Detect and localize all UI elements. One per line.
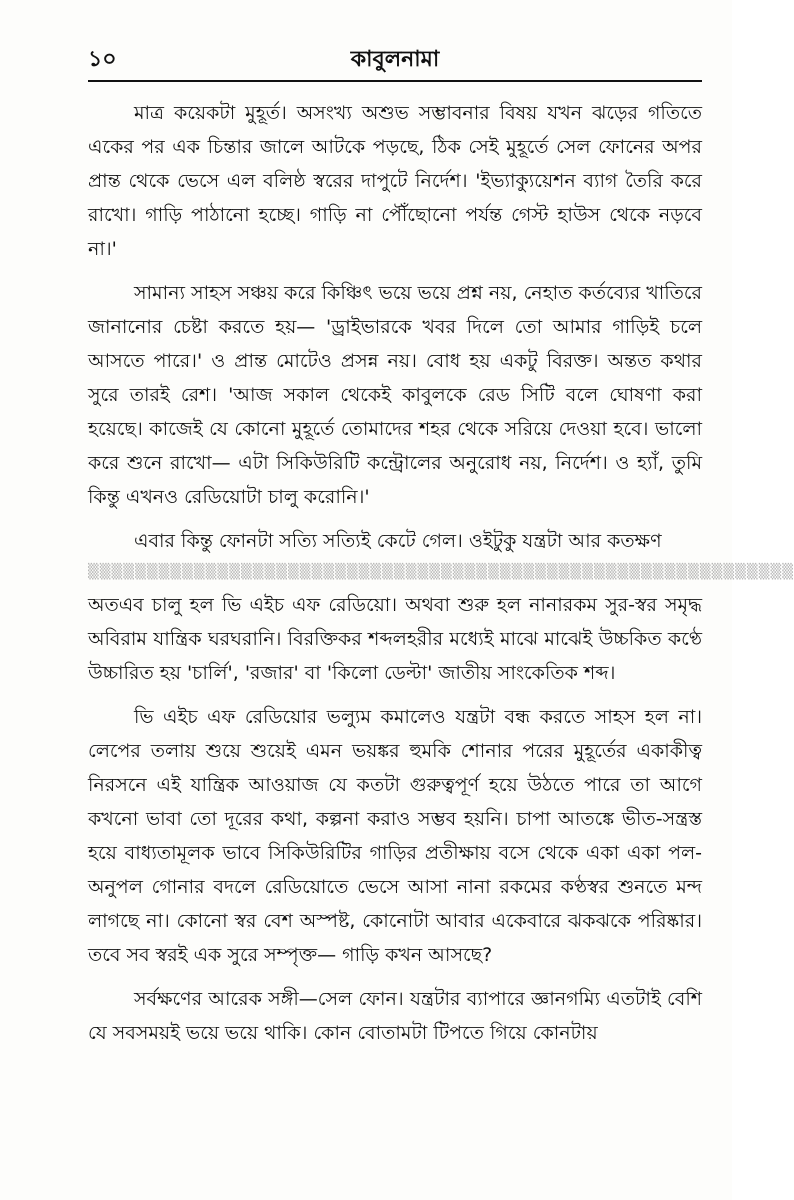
paragraph-1: মাত্র কয়েকটা মুহূর্ত। অসংখ্য অশুভ সম্ভাবনার বিষয় যখন ঝড়ের গতিতে একের পর এক চিন্তার জালে আটকে পড়ছে, ঠিক সেই মুহূর্তে সেল ফোনের অপর প্রান্ত থেকে ভেসে এল বলিষ্ঠ স্বরের দাপুটে নির্দেশ। 'ইভ্যাক্যুয়েশন ব্যাগ তৈরি করে রাখো। গাড়ি পাঠানো হচ্ছে। গাড়ি না পৌঁছোনো পর্যন্ত গেস্ট হাউস থেকে নড়বে না।' bbox=[88, 102, 702, 260]
paragraph-2: সামান্য সাহস সঞ্চয় করে কিঞ্চিৎ ভয়ে ভয়ে প্রশ্ন নয়, নেহাত কর্তব্যের খাতিরে জানানোর চেষ্টা করতে হয়— 'ড্রাইভারকে খবর দিলে তো আমার গাড়িই চলে আসতে পারে।' ও প্রান্ত মোটেও প্রসন্ন নয়। বোধ হয় একটু বিরক্ত। অন্তত কথার সুরে তারই রেশ। 'আজ সকাল থেকেই কাবুলকে রেড সিটি বলে ঘোষণা করা হয়েছে। কাজেই যে কোনো মুহূর্তে তোমাদের শহর থেকে সরিয়ে দেওয়া হবে। ভালো করে শুনে রাখো— এটা সিকিউরিটি কন্ট্রোলের অনুরোধ নয়, নির্দেশ। ও হ্যাঁ, তুমি কিন্তু এখনও রেডিয়োটা চালু করোনি।' bbox=[88, 282, 702, 508]
running-title: কাবুলনামা bbox=[350, 47, 440, 72]
page-number: ১০ bbox=[88, 47, 117, 72]
paragraph-4: অতএব চালু হল ভি এইচ এফ রেডিয়ো। অথবা শুরু হল নানারকম সুর-স্বর সমৃদ্ধ অবিরাম যান্ত্রিক ঘরঘরানি। বিরক্তিকর শব্দলহরীর মধ্যেই মাঝে মাঝেই উচ্চকিত কণ্ঠে উচ্চারিত হয় 'চার্লি', 'রজার' বা 'কিলো ডেল্টা' জাতীয় সাংকেতিক শব্দ। bbox=[88, 594, 702, 684]
paragraph-6: সর্বক্ষণের আরেক সঙ্গী—সেল ফোন। যন্ত্রটার ব্যাপারে জ্ঞানগম্যি এতটাই বেশি যে সবসময়ই ভয়ে ভয়ে থাকি। কোন বোতামটা টিপতে গিয়ে কোনটায় bbox=[88, 988, 702, 1044]
paragraph-5: ভি এইচ এফ রেডিয়োর ভল্যুম কমালেও যন্ত্রটা বন্ধ করতে সাহস হল না। লেপের তলায় শুয়ে শুয়েই এমন ভয়ঙ্কর হুমকি শোনার পরের মুহূর্তের একাকীত্ব নিরসনে এই যান্ত্রিক আওয়াজ যে কতটা গুরুত্বপূর্ণ হয়ে উঠতে পারে তা আগে কখনো ভাবা তো দূরের কথা, কল্পনা করাও সম্ভব হয়নি। চাপা আতঙ্কে ভীত-সন্ত্রস্ত হয়ে বাধ্যতামূলক ভাবে সিকিউরিটির গাড়ির প্রতীক্ষায় বসে থেকে একা একা পল-অনুপল গোনার বদলে রেডিয়োতে ভেসে আসা নানা রকমের কণ্ঠস্বর শুনতে মন্দ লাগছে না। কোনো স্বর বেশ অস্পষ্ট, কোনোটা আবার একেবারে ঝকঝকে পরিষ্কার। তবে সব স্বরই এক সুরে সম্পৃক্ত— গাড়ি কখন আসছে? bbox=[88, 706, 702, 966]
body-text bbox=[88, 96, 794, 1060]
header-divider bbox=[88, 80, 702, 82]
paragraph-3: এবার কিন্তু ফোনটা সত্যি সত্যিই কেটে গেল। ওইটুকু যন্ত্রটা আর কতক্ষণ bbox=[134, 530, 662, 552]
page-header bbox=[88, 38, 702, 82]
smudged-print-line: ▒▒▒▒▒▒▒▒▒▒▒▒▒▒▒▒▒▒▒▒▒▒▒▒▒▒▒▒▒▒▒▒▒▒▒▒▒▒▒▒▒▒▒▒▒▒▒▒▒▒▒▒▒▒▒▒▒▒▒▒ bbox=[88, 564, 794, 580]
